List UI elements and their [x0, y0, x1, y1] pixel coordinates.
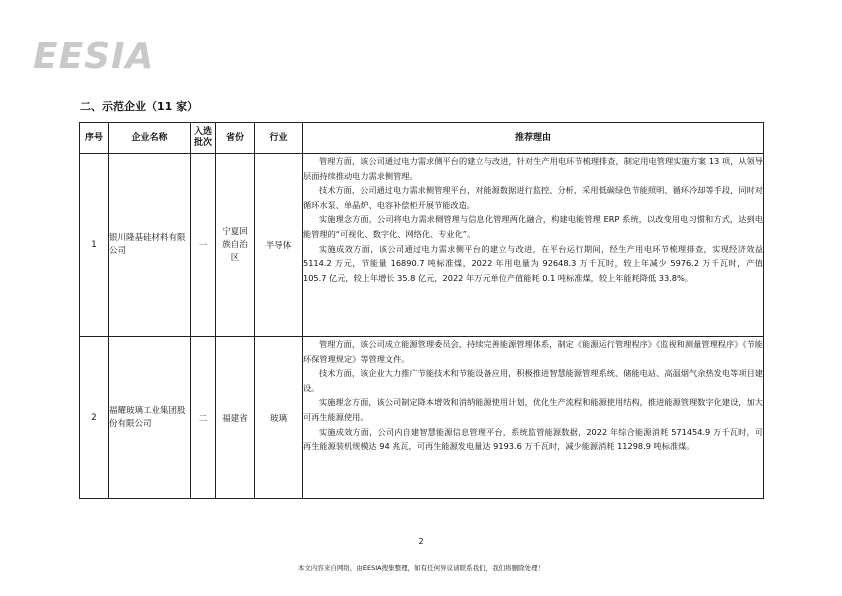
reason-management: 管理方面，该公司通过电力需求侧平台的建立与改进，针对生产用电环节梳理排查，制定用电管理实施方案 13 项，从领导层面持续推动电力需求侧管理。	[303, 156, 763, 181]
row-reasons	[303, 154, 764, 337]
header-industry: 行业	[255, 123, 303, 154]
header-reason: 推荐理由	[303, 123, 764, 154]
table-header-row	[80, 123, 764, 154]
row-reasons	[303, 337, 764, 499]
section-title: 二、示范企业（11 家）	[80, 100, 199, 113]
header-batch: 入选 批次	[191, 123, 216, 154]
table-row	[80, 337, 764, 499]
header-name: 企业名称	[109, 123, 191, 154]
reason-technology: 技术方面，该企业大力推广节能技术和节能设备应用，积极推进智慧能源管理系统、储能电站、高温烟气余热发电等项目建设。	[303, 368, 763, 393]
reason-results: 实施成效方面，该公司通过电力需求侧平台的建立与改进，在平台运行期间，经生产用电环节梳理排查，实现经济效益 5114.2 万元，节能量 16890.7 吨标准煤，2022 年用电量为 92648.3 万千瓦时，较上年减少 5976.2 万千瓦时，产值 105.7 亿元，较上年增长 35.8 亿元，2022 年万元单位产值能耗 0.1 吨标准煤，较上年能耗降低 33.8%。	[303, 243, 763, 283]
row-province: 福建省	[216, 337, 255, 499]
reason-technology: 技术方面，公司通过电力需求侧管理平台，对能源数据进行监控、分析，采用低碳绿色节能照明、循环冷却等手段，同时对循环水泵、单晶炉、电容补偿柜开展节能改造。	[303, 185, 763, 210]
row-company-name: 银川隆基硅材料有限公司	[109, 154, 191, 337]
row-province: 宁夏回族自治区	[216, 154, 255, 337]
reason-concept: 实施理念方面，公司将电力需求侧管理与信息化管理两化融合，构建电能管理 ERP 系统，以改变用电习惯和方式，达到电能管理的“可视化、数字化、网络化、专业化”。	[303, 214, 763, 239]
page-number: 2	[418, 537, 424, 546]
row-batch: 一	[191, 154, 216, 337]
row-company-name: 福耀玻璃工业集团股份有限公司	[109, 337, 191, 499]
row-industry: 玻璃	[255, 337, 303, 499]
reason-concept: 实施理念方面，该公司制定降本增效和消纳能源使用计划，优化生产流程和能源使用结构，推进能源管理数字化建设，加大可再生能源使用。	[303, 397, 763, 422]
header-province: 省份	[216, 123, 255, 154]
table-row	[80, 154, 764, 337]
enterprise-table	[79, 122, 764, 499]
header-no: 序号	[80, 123, 109, 154]
row-no: 2	[80, 337, 109, 499]
reason-management: 管理方面，该公司成立能源管理委员会，持续完善能源管理体系，制定《能源运行管理程序》《监视和测量管理程序》《节能环保管理规定》等管理文件。	[303, 339, 763, 364]
row-batch: 二	[191, 337, 216, 499]
row-industry: 半导体	[255, 154, 303, 337]
reason-results: 实施成效方面，公司内自建智慧能源信息管理平台，系统监管能源数据，2022 年综合能源消耗 571454.9 万千瓦时，可再生能源装机规模达 94 兆瓦，可再生能源发电量达 9193.6 万千瓦时，减少能源消耗 11298.9 吨标准煤。	[303, 426, 763, 452]
row-no: 1	[80, 154, 109, 337]
eesia-logo: EESIA	[33, 36, 155, 77]
footer-disclaimer: 本文内容来自网络，由EESIA搜集整理，如有任何异议请联系我们，我们将删除处理！	[297, 564, 545, 572]
